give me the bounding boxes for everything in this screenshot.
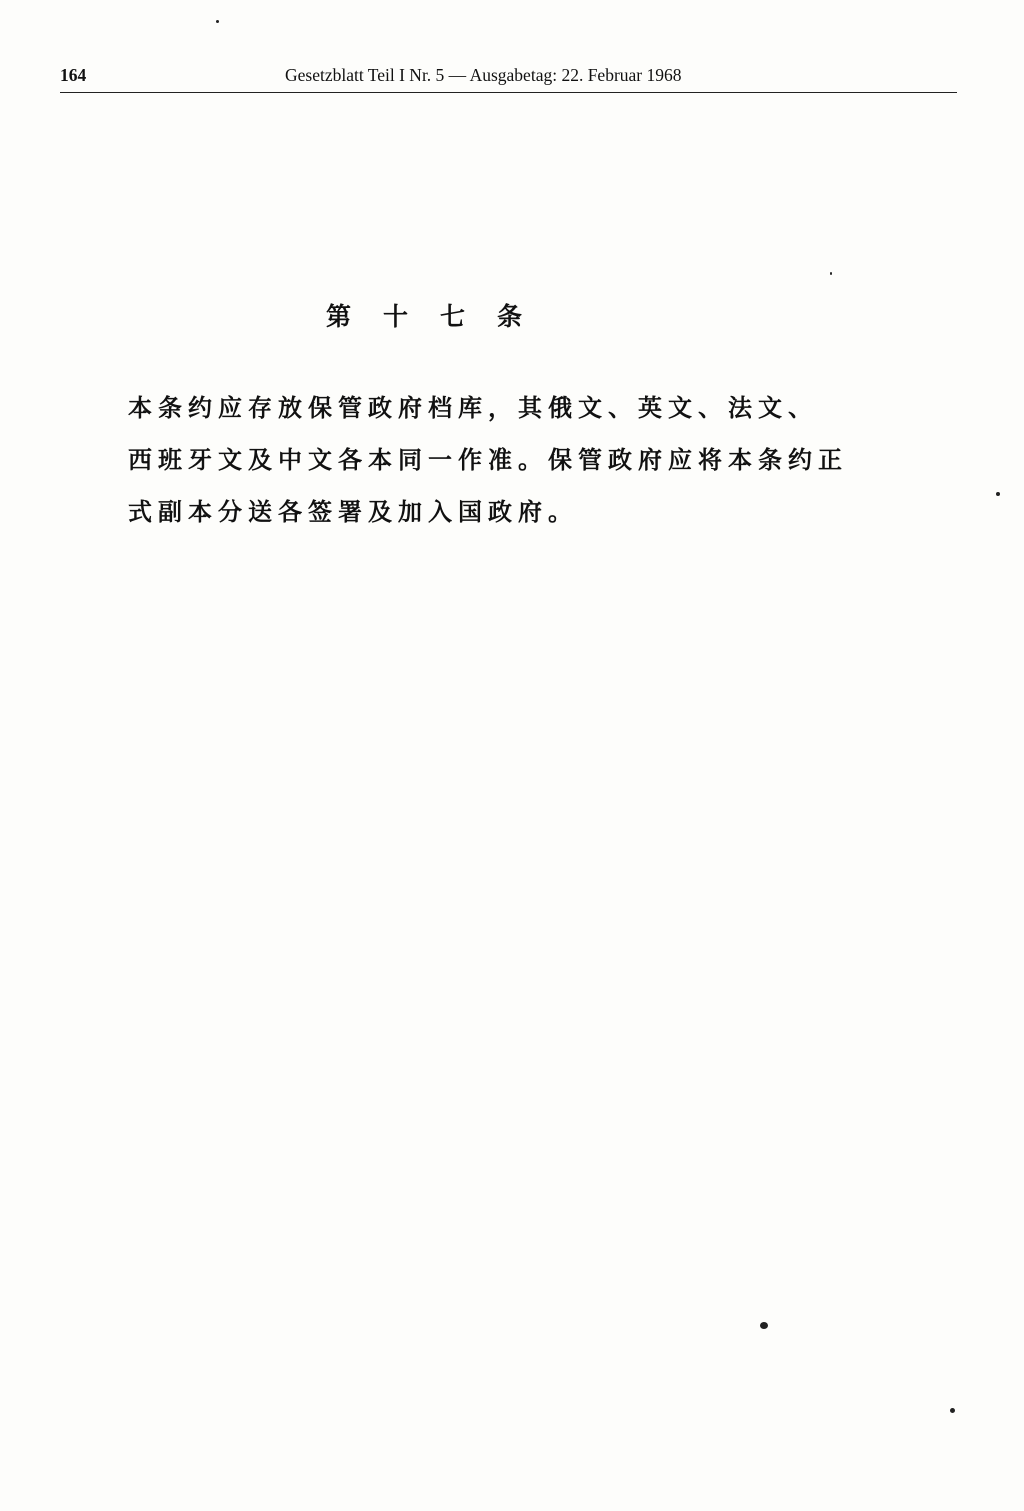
- page-number: 164: [60, 65, 87, 85]
- scan-speck: [996, 492, 1000, 496]
- scan-speck: [760, 1322, 768, 1329]
- article-line: 式副本分送各签署及加入国政府。: [128, 497, 578, 526]
- page-header: [60, 62, 957, 88]
- scan-speck: [216, 20, 219, 23]
- header-rule: [60, 92, 957, 93]
- running-title: Gesetzblatt Teil I Nr. 5 — Ausgabetag: 22. Februar 1968: [285, 65, 682, 85]
- scan-speck: [830, 272, 832, 275]
- scan-speck: [950, 1408, 955, 1413]
- article-line: 西班牙文及中文各本同一作准。保管政府应将本条约正: [128, 445, 848, 474]
- article-body: [128, 382, 893, 526]
- article-heading: 第十七条: [326, 302, 555, 331]
- article-line: 本条约应存放保管政府档库，其俄文、英文、法文、: [128, 393, 818, 422]
